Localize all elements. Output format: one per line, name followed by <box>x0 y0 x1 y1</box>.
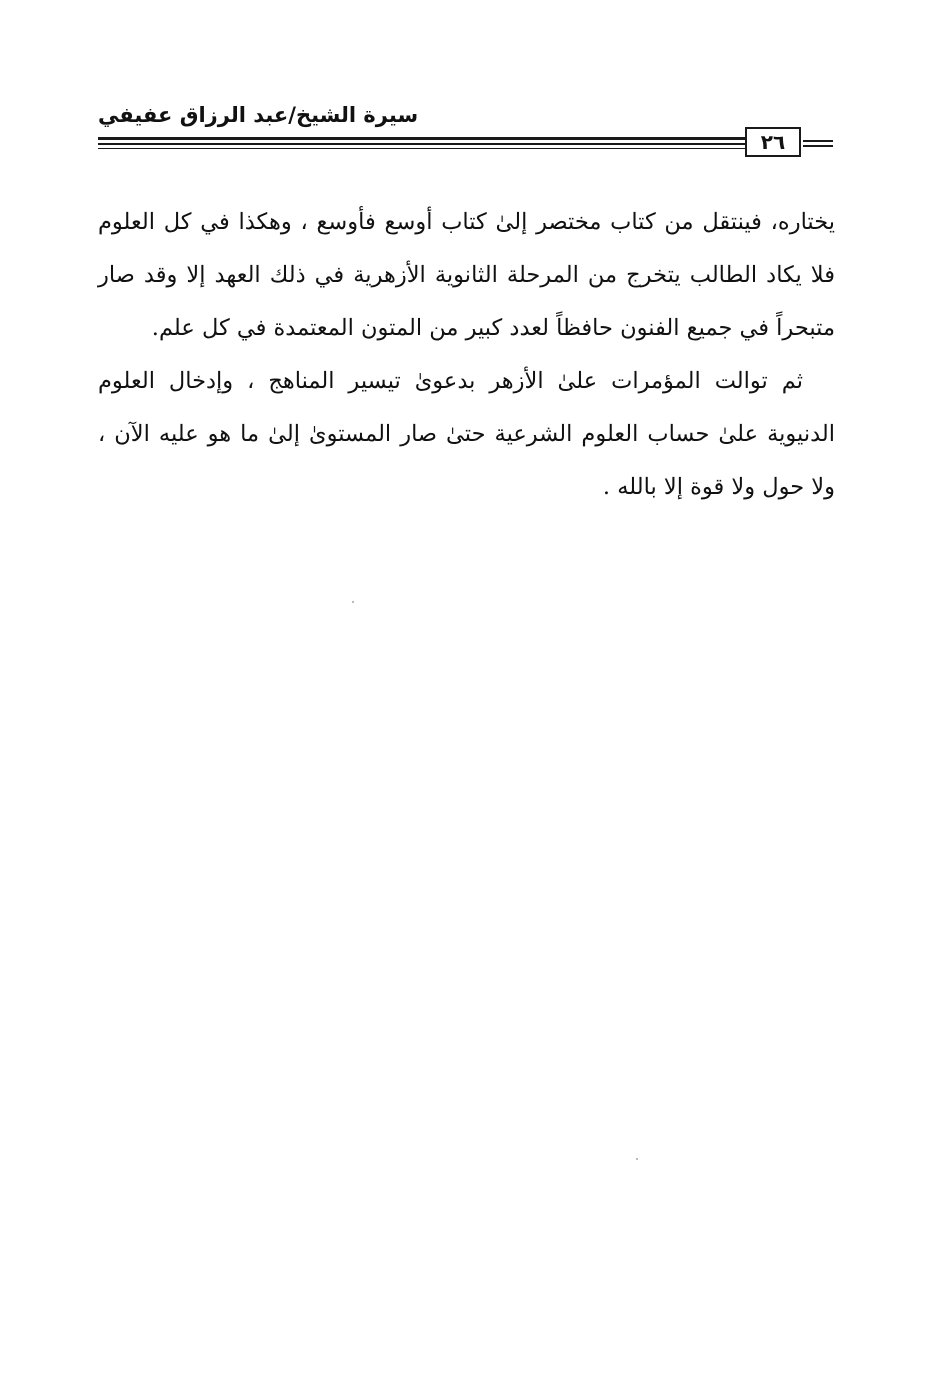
page-number: ٢٦ <box>760 130 786 154</box>
paragraph: ثم توالت المؤمرات علىٰ الأزهر بدعوىٰ تيسير المناهج ، وإدخال العلوم الدنيوية علىٰ حساب العلوم الشرعية حتىٰ صار المستوىٰ إلىٰ ما هو عليه الآن ، ولا حول ولا قوة إلا بالله . <box>98 368 835 500</box>
paragraph: يختاره، فينتقل من كتاب مختصر إلىٰ كتاب أوسع فأوسع ، وهكذا في كل العلوم فلا يكاد الطالب يتخرج من المرحلة الثانوية الأزهرية في ذلك العهد إلا وقد صار متبحراً في جميع الفنون حافظاً لعدد كبير من المتون المعتمدة في كل علم. <box>98 209 835 341</box>
header-rule-right-lower <box>803 145 833 147</box>
body-text <box>98 196 835 514</box>
running-header-title: سيرة الشيخ/عبد الرزاق عفيفي <box>98 103 419 127</box>
page-number-box <box>745 127 801 157</box>
header-rule-right-upper <box>803 140 833 142</box>
header-rule-thick <box>98 137 745 140</box>
header-rule-thin <box>98 143 745 145</box>
scan-speck <box>352 601 354 603</box>
scan-speck <box>636 1158 638 1160</box>
header-rule-thin-lower <box>98 148 745 149</box>
